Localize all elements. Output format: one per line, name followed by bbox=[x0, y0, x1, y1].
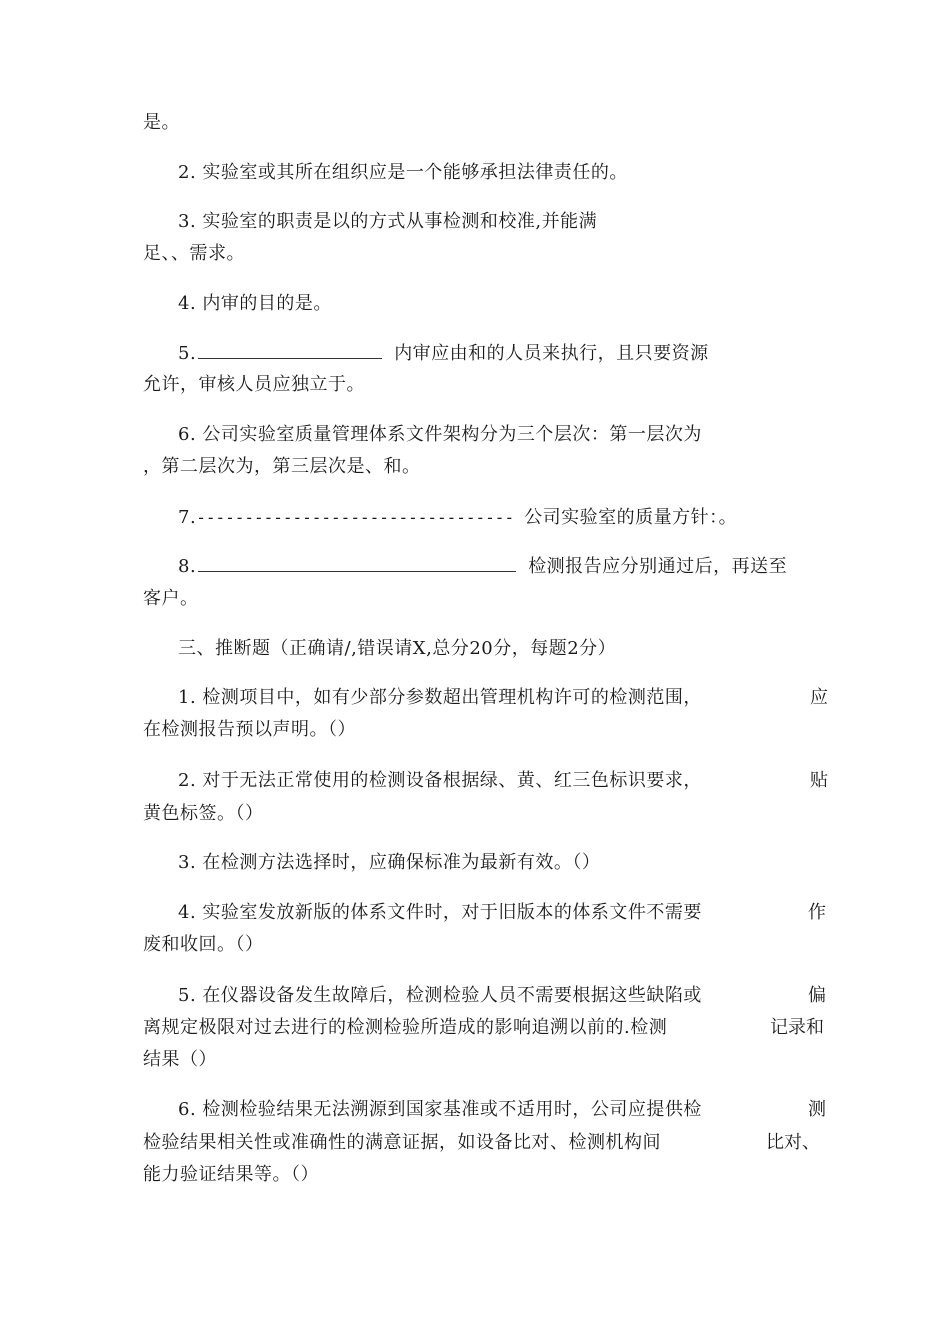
judge-item-4-line-2: 废和收回。（） bbox=[143, 934, 264, 955]
question-7 bbox=[178, 507, 737, 529]
judge-item-2-line-2: 黄色标签。（） bbox=[143, 803, 264, 824]
judge-item-5-line-2: 离规定极限对过去进行的检测检验所造成的影响追溯以前的.检测 bbox=[143, 1017, 668, 1038]
judge-item-1-line-1: 1. 检测项目中，如有少部分参数超出管理机构许可的检测范围， bbox=[178, 687, 702, 708]
judge-item-6-line-2-end: 比对、 bbox=[766, 1132, 820, 1153]
question-5-text: 内审应由和的人员来执行，且只要资源 bbox=[394, 343, 709, 364]
judge-item-4-line-1: 4. 实验室发放新版的体系文件时，对于旧版本的体系文件不需要 bbox=[178, 902, 702, 923]
judge-item-5-line-1-end: 偏 bbox=[808, 985, 826, 1006]
question-3-line-1: 3. 实验室的职责是以的方式从事检测和校准,并能满 bbox=[178, 211, 598, 232]
question-3-line-2: 足、、需求。 bbox=[143, 243, 245, 264]
question-7-number: 7. bbox=[178, 507, 197, 528]
q1-tail: 是。 bbox=[143, 112, 180, 133]
question-5-number: 5. bbox=[178, 343, 197, 364]
judge-item-2-line-1-end: 贴 bbox=[810, 770, 828, 791]
question-8-number: 8. bbox=[178, 556, 197, 577]
section-3-heading: 三、推断题（正确请/,错误请X,总分20分，每题2分） bbox=[178, 638, 617, 659]
question-2: 2. 实验室或其所在组织应是一个能够承担法律责任的。 bbox=[178, 162, 628, 183]
judge-item-1-line-2: 在检测报告预以声明。（） bbox=[143, 719, 356, 740]
judge-item-4-line-1-end: 作 bbox=[808, 902, 826, 923]
answer-dashes: --------------------------------- bbox=[196, 508, 515, 527]
judge-item-6-line-2: 检验结果相关性或准确性的满意证据，如设备比对、检测机构间 bbox=[143, 1132, 661, 1153]
question-5-line-1 bbox=[178, 342, 709, 365]
judge-item-5-line-1: 5. 在仪器设备发生故障后，检测检验人员不需要根据这些缺陷或 bbox=[178, 985, 702, 1006]
question-6-line-2: ，第二层次为，第三层次是、和。 bbox=[143, 456, 421, 477]
question-6-line-1: 6. 公司实验室质量管理体系文件架构分为三个层次：第一层次为 bbox=[178, 424, 702, 445]
question-4: 4. 内审的目的是。 bbox=[178, 293, 332, 314]
question-8-line-2: 客户。 bbox=[143, 588, 199, 609]
answer-blank bbox=[198, 342, 382, 359]
question-8-text: 检测报告应分别通过后，再送至 bbox=[528, 556, 788, 577]
judge-item-6-line-1: 6. 检测检验结果无法溯源到国家基准或不适用时，公司应提供检 bbox=[178, 1099, 702, 1120]
question-7-text: 公司实验室的质量方针：。 bbox=[524, 507, 738, 528]
judge-item-6-line-1-end: 测 bbox=[808, 1099, 826, 1120]
judge-item-1-line-1-end: 应 bbox=[810, 687, 828, 708]
judge-item-2-line-1: 2. 对于无法正常使用的检测设备根据绿、黄、红三色标识要求， bbox=[178, 770, 702, 791]
answer-blank bbox=[198, 555, 516, 572]
judge-item-5-line-3: 结果（） bbox=[143, 1049, 217, 1070]
judge-item-5-line-2-end: 记录和 bbox=[770, 1017, 824, 1038]
question-5-line-2: 允许，审核人员应独立于。 bbox=[143, 374, 365, 395]
question-8-line-1 bbox=[178, 555, 787, 578]
judge-item-3: 3. 在检测方法选择时，应确保标准为最新有效。（） bbox=[178, 852, 601, 873]
judge-item-6-line-3: 能力验证结果等。（） bbox=[143, 1164, 319, 1185]
